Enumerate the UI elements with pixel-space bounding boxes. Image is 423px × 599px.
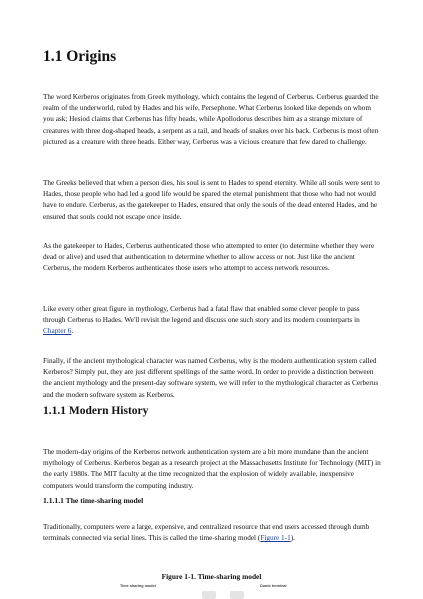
- flaw-text-before: Like every other great figure in mythology, Cerberus had a fatal flaw that enabled some clever people to pass through Cerberus to Hades. We'll revisit the legend and discuss one such story and its modern counterparts in: [43, 305, 360, 325]
- paragraph-time-sharing: [43, 522, 383, 544]
- paragraph-gatekeeper: As the gatekeeper to Hades, Cerberus authenticated those who attempted to enter (to determine whether they were dead or alive) and used that authentication to determine whether to allow access or not. Just like the ancient Cerberus, the modern Kerberos authenticates those users who attempt to access network resources.: [43, 242, 375, 273]
- timesharing-text-after: ).: [290, 534, 295, 543]
- modern-history-heading: 1.1.1 Modern History: [43, 405, 149, 417]
- section-heading: 1.1 Origins: [43, 48, 117, 65]
- paragraph-greek-belief: The Greeks believed that when a person dies, his soul is sent to Hades to spend eternity. While all souls were sent to Hades, those people who had led a good life would be spared the eternal punishment that those who had not would have to endure. Cerberus, as the gatekeeper to Hades, ensured that only the souls of the dead entered Hades, and he ensured that souls could not escape once inside.: [43, 179, 380, 221]
- timesharing-text-before: Traditionally, computers were a large, expensive, and centralized resource that end users accessed through dumb terminals connected via serial lines. This is called the time-sharing model (: [43, 523, 370, 543]
- figure-label-right: Dumb terminal: [260, 584, 287, 588]
- time-sharing-heading: 1.1.1.1 The time-sharing model: [43, 496, 144, 505]
- paragraph-modern-history: The modern-day origins of the Kerberos network authentication system are a bit more mundane than the ancient mythology of Cerberus. Kerberos began as a research project at the Massachusetts Institute for Technology (MIT) in the early 1980s. The MIT faculty at the time recognized that the explosion of widely available, inexpensive computers would transform the computing industry.: [43, 448, 381, 490]
- paragraph-etymology: The word Kerberos originates from Greek mythology, which contains the legend of Cerberus. Cerberus guarded the realm of the underworld, ruled by Hades and his wife, Persephone. What Cerberus looked like depends on whom you ask; Hesiod claims that Cerberus has fifty heads, while Apollodorus describes him as a strange mixture of creatures with three dog-shaped heads, a serpent as a tail, and heads of snakes over his back. Cerberus is most often pictured as a creature with three heads. Either way, Cerberus was a vicious creature that few dared to challenge.: [43, 93, 379, 146]
- paragraph-spelling: Finally, if the ancient mythological character was named Cerberus, why is the modern authentication system called Kerberos? Simply put, they are just different spellings of the same word. In order to provide a distinction between the ancient mythology and the present-day software system, we will refer to the mythological character as Cerberus and the modern software system as Kerberos.: [43, 357, 379, 399]
- chapter-6-link[interactable]: Chapter 6: [43, 327, 72, 336]
- figure-label-left: Time sharing model: [120, 584, 156, 588]
- figure-title: Figure 1-1. Time-sharing model: [161, 572, 262, 581]
- flaw-text-after: .: [71, 327, 74, 336]
- figure-1-1-link[interactable]: Figure 1-1: [260, 534, 291, 543]
- figure-image: [118, 582, 328, 598]
- paragraph-fatal-flaw: [43, 304, 383, 338]
